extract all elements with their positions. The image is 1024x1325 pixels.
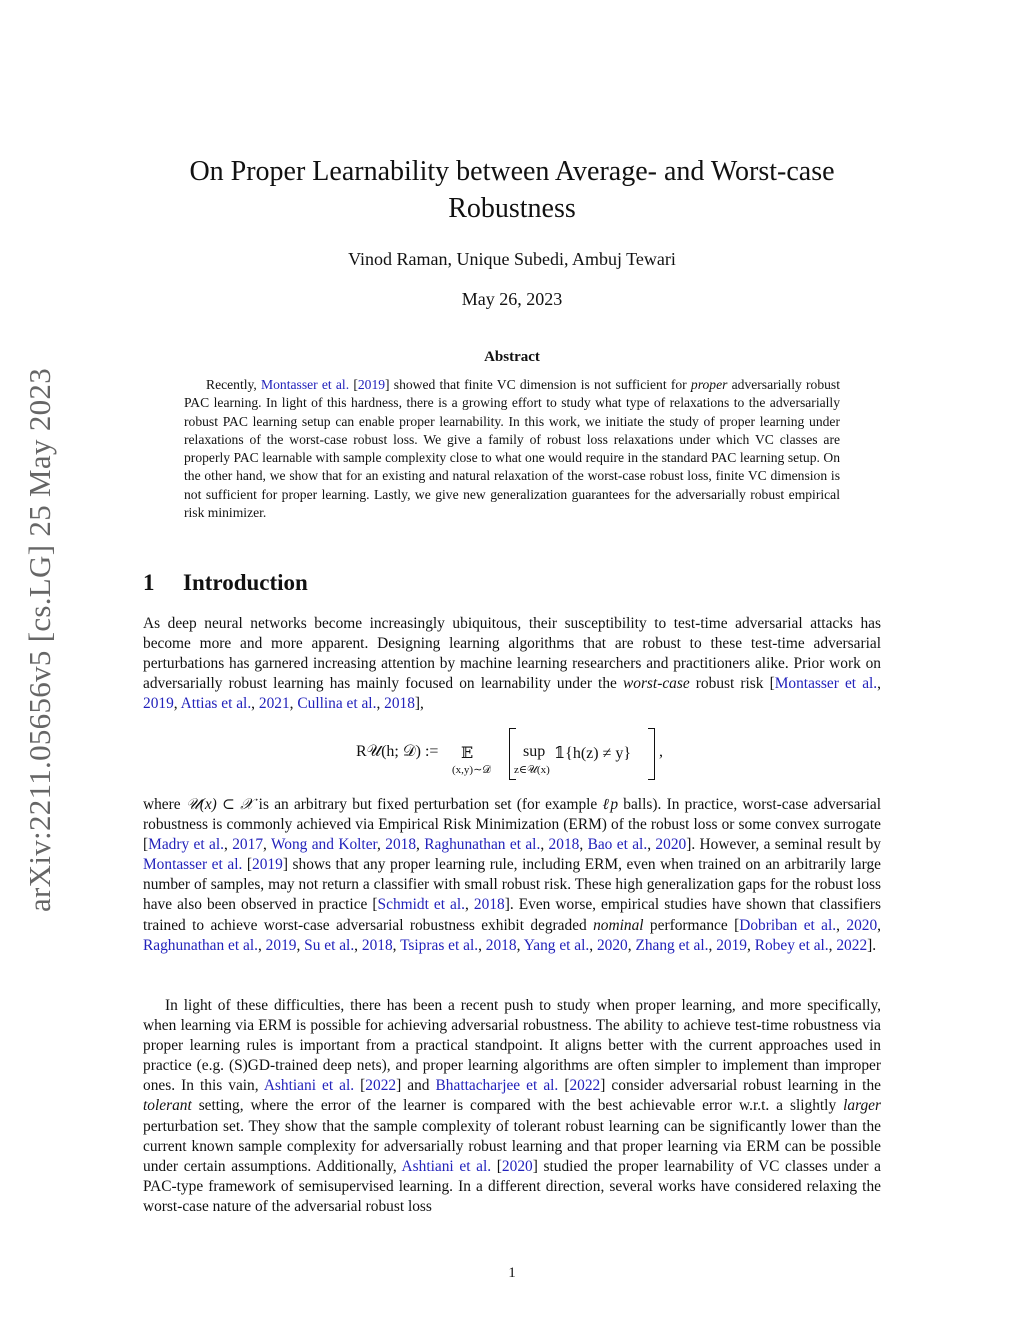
citation-link[interactable]: Montasser et al.	[261, 377, 350, 392]
citation-link[interactable]: Schmidt et al.	[377, 896, 466, 914]
citation-link[interactable]: Dobriban et al.	[739, 916, 837, 934]
abstract-body: Recently, Montasser et al. [2019] showed that finite VC dimension is not sufficient for proper adversarially robust PAC learning. In light of this hardness, there is a growing effort to study what type of relaxations to the adversarially robust PAC learning setup can enable proper learnability. In this work, we initiate the study of proper learning under relaxations of the worst-case robust loss. We give a family of robust loss relaxations under which VC classes are properly PAC learnable with sample complexity close to what one would require in the standard PAC learning setup. On the other hand, we show that for an existing and natural relaxation of the worst-case robust loss, finite VC dimension is not sufficient for proper learning. Lastly, we give new generalization guarantees for the adversarially robust empirical risk minimizer.	[184, 377, 841, 521]
citation-link[interactable]: Montasser et al.	[143, 856, 243, 874]
citation-link[interactable]: 2019	[265, 936, 297, 954]
citation-link[interactable]: Robey et al.	[754, 936, 829, 954]
arxiv-identifier: arXiv:2211.05656v5 [cs.LG] 25 May 2023	[22, 367, 57, 913]
citation-link[interactable]: Ashtiani et al.	[263, 1077, 355, 1095]
citation-link[interactable]: Madry et al.	[148, 836, 224, 854]
citation-link[interactable]: 2018	[361, 936, 393, 954]
citation-link[interactable]: 2018	[548, 836, 580, 854]
citation-link[interactable]: Raghunathan et al.	[143, 936, 258, 954]
equation-lhs: R𝒰(h; 𝒟) :=	[356, 743, 439, 760]
citation-link[interactable]: Montasser et al.	[774, 675, 878, 693]
robust-risk-equation	[356, 728, 676, 784]
citation-link[interactable]: 2021	[258, 695, 290, 713]
citation-link[interactable]: Su et al.	[304, 936, 355, 954]
citation-link[interactable]: Yang et al.	[523, 936, 590, 954]
citation-link[interactable]: 2019	[252, 856, 283, 874]
intro-paragraph-3: In light of these difficulties, there has been a recent push to study when proper learning, and more specifically, when learning via ERM is possible for achieving adversarial robustness. The ability to achieve test-time robustness via proper learning rules is important from a practical standpoint. It aligns better with the current approaches used in practice (e.g. (S)GD-trained deep nets), and proper learning algorithms are often simpler to implement than improper ones. In this vain, Ashtiani et al. [2022] and Bhattacharjee et al. [2022] consider adversarial robust learning in the tolerant setting, where the error of the learner is compared with the best achievable error w.r.t. a slightly larger perturbation set. They show that the sample complexity of tolerant robust learning can be significantly lower than the current known sample complexity for adversarially robust learning and that proper learning via ERM can be possible under certain assumptions. Additionally, Ashtiani et al. [2020] studied the proper learnability of VC classes under a PAC-type framework of semisupervised learning. In a different direction, several works have considered relaxing the worst-case nature of the adversarial robust loss	[143, 997, 881, 1215]
citation-link[interactable]: Ashtiani et al.	[401, 1157, 492, 1175]
citation-link[interactable]: 2018	[473, 896, 505, 914]
citation-link[interactable]: Zhang et al.	[635, 936, 709, 954]
citation-link[interactable]: 2022	[569, 1077, 601, 1095]
citation-link[interactable]: Bhattacharjee et al.	[435, 1077, 559, 1095]
citation-link[interactable]: 2019	[143, 695, 174, 713]
sup-operator: sup	[523, 743, 546, 760]
section-number: 1	[143, 570, 155, 595]
citation-link[interactable]: Attias et al.	[180, 695, 252, 713]
page-number: 1	[508, 1265, 516, 1281]
right-bracket	[648, 728, 655, 780]
section-heading	[143, 570, 308, 596]
citation-link[interactable]: 2018	[385, 836, 417, 854]
citation-link[interactable]: Tsipras et al.	[400, 936, 479, 954]
citation-link[interactable]: 2022	[836, 936, 868, 954]
citation-link[interactable]: 2017	[232, 836, 264, 854]
expectation-symbol: 𝔼	[461, 745, 474, 762]
indicator-term: 𝟙{h(z) ≠ y}	[554, 745, 632, 762]
citation-link[interactable]: 2018	[384, 695, 415, 713]
citation-link[interactable]: Raghunathan et al.	[424, 836, 541, 854]
citation-link[interactable]: 2019	[716, 936, 747, 954]
paper-title: On Proper Learnability between Average- and Worst-case Robustness	[189, 156, 835, 224]
citation-link[interactable]: Cullina et al.	[297, 695, 377, 713]
citation-link[interactable]: Bao et al.	[587, 836, 648, 854]
intro-paragraph-1: As deep neural networks become increasingly ubiquitous, their susceptibility to test-time adversarial attacks has become more and more apparent. Designing learning algorithms that are robust to these test-time adversarial perturbations has garnered increasing attention by machine learning researchers and practitioners alike. Prior work on adversarially robust learning has mainly focused on learnability under the worst-case robust risk [Montasser et al., 2019, Attias et al., 2021, Cullina et al., 2018],	[143, 615, 882, 713]
citation-link[interactable]: 2020	[655, 836, 687, 854]
citation-link[interactable]: Wong and Kolter	[270, 836, 378, 854]
expectation-subscript: (x,y)∼𝒟	[452, 764, 492, 776]
equation-comma: ,	[659, 743, 663, 760]
citation-link[interactable]: 2020	[501, 1157, 533, 1175]
citation-link[interactable]: 2020	[846, 916, 878, 934]
citation-link[interactable]: 2020	[596, 936, 628, 954]
intro-paragraph-2: where 𝒰(x) ⊂ 𝒳 is an arbitrary but fixed perturbation set (for example ℓp balls). In practice, worst-case adversarial robustness is commonly achieved via Empirical Risk Minimization (ERM) of the robust loss or some convex surrogate [Madry et al., 2017, Wong and Kolter, 2018, Raghunathan et al., 2018, Bao et al., 2020]. However, a seminal result by Montasser et al. [2019] shows that any proper learning rule, including ERM, even when trained on an arbitrarily large number of samples, may not return a classifier with small robust risk. These high generalization gaps for the robust loss have also been observed in practice [Schmidt et al., 2018]. Even worse, empirical studies have shown that classifiers trained to achieve worst-case adversarial robustness exhibit degraded nominal performance [Dobriban et al., 2020, Raghunathan et al., 2019, Su et al., 2018, Tsipras et al., 2018, Yang et al., 2020, Zhang et al., 2019, Robey et al., 2022].	[143, 796, 882, 954]
citation-link[interactable]: 2022	[365, 1077, 397, 1095]
citation-link[interactable]: 2019	[357, 377, 386, 392]
section-title: Introduction	[183, 570, 308, 595]
paper-authors: Vinod Raman, Unique Subedi, Ambuj Tewari	[348, 249, 676, 269]
paper-date: May 26, 2023	[461, 289, 563, 309]
sup-subscript: z∈𝒰(x)	[514, 764, 550, 776]
abstract-heading: Abstract	[484, 349, 540, 365]
citation-link[interactable]: 2018	[485, 936, 517, 954]
